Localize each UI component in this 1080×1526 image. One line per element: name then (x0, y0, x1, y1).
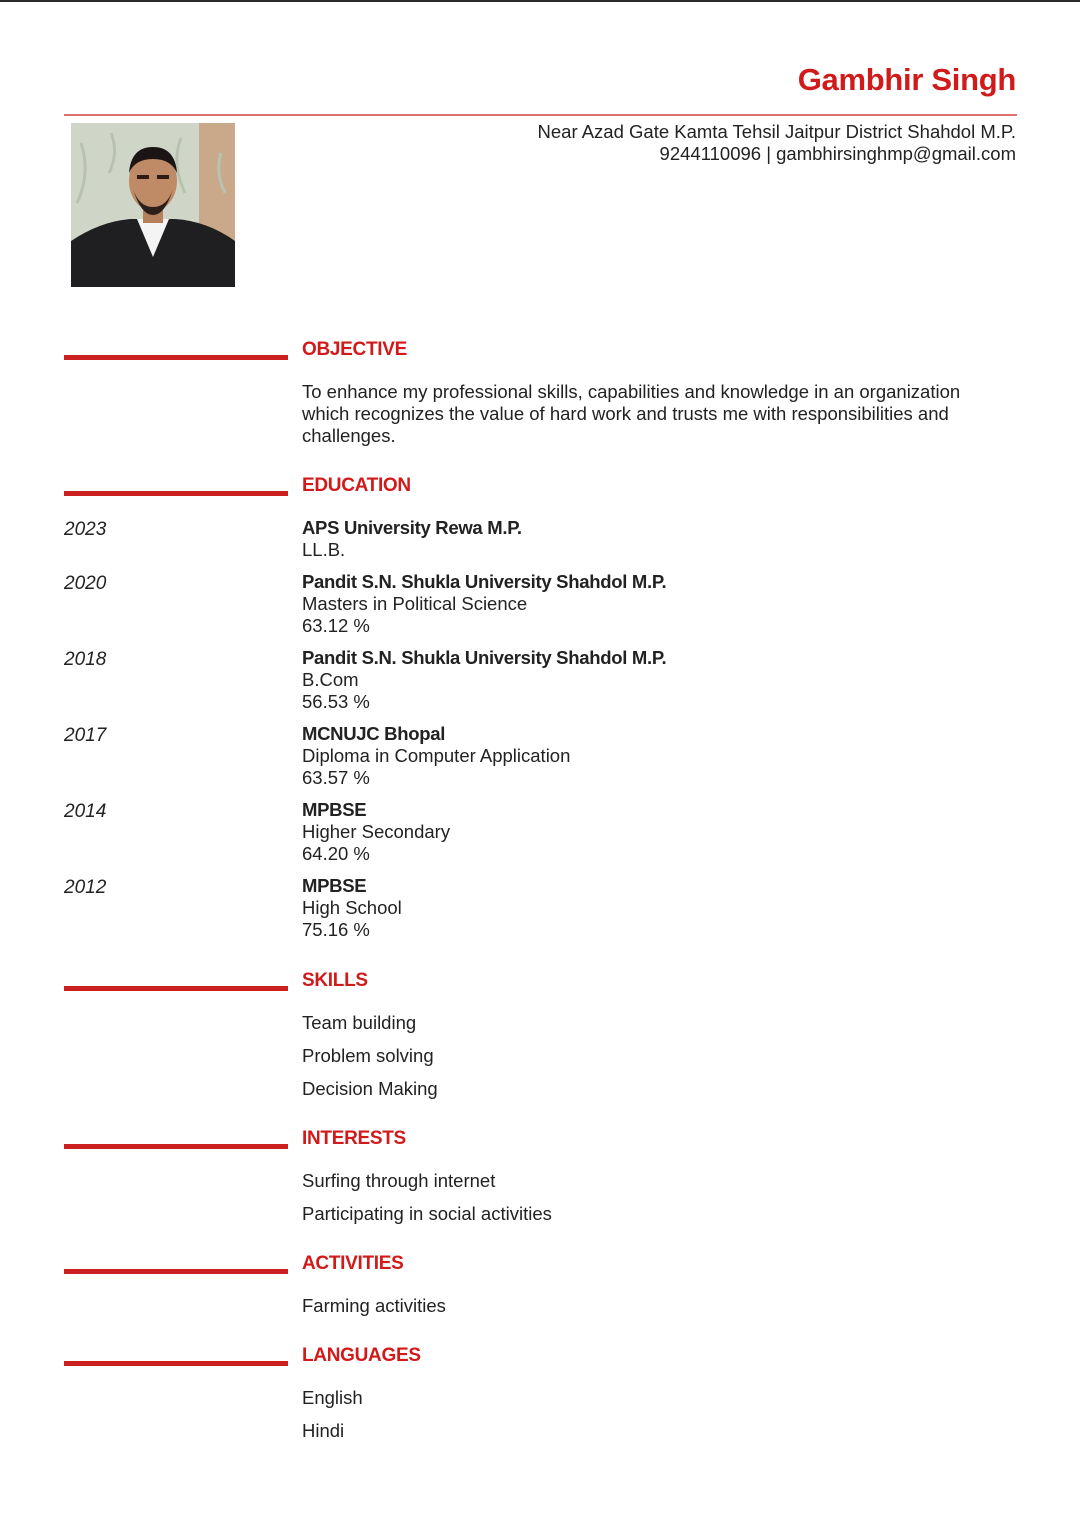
education-year: 2012 (64, 877, 107, 898)
skills-rule (64, 986, 288, 991)
education-entry (302, 571, 666, 637)
activities-list (302, 1295, 446, 1328)
education-entry (302, 875, 402, 941)
activity-item: Farming activities (302, 1295, 446, 1316)
objective-rule (64, 355, 288, 360)
education-school: MPBSE (302, 875, 367, 896)
skills-list (302, 1012, 438, 1111)
education-entry (302, 723, 570, 789)
education-school: APS University Rewa M.P. (302, 517, 522, 538)
education-degree: LL.B. (302, 539, 346, 560)
education-year: 2023 (64, 519, 107, 540)
skill-item: Decision Making (302, 1078, 438, 1099)
interest-item: Participating in social activities (302, 1203, 552, 1224)
interests-list (302, 1170, 552, 1236)
education-school: MCNUJC Bhopal (302, 723, 446, 744)
education-entry (302, 647, 666, 713)
education-degree: B.Com (302, 669, 359, 690)
education-year: 2018 (64, 649, 107, 670)
objective-title: OBJECTIVE (302, 339, 407, 360)
profile-photo-image (71, 123, 235, 287)
education-entry (302, 799, 450, 865)
profile-photo (71, 123, 235, 287)
skill-item: Problem solving (302, 1045, 434, 1066)
education-score: 63.57 % (302, 767, 370, 788)
education-score: 56.53 % (302, 691, 370, 712)
objective-text: To enhance my professional skills, capabilities and knowledge in an organization which recognizes the value of hard work and trusts me with responsibilities and challenges. (302, 381, 961, 446)
header-divider (64, 114, 1017, 116)
education-score: 75.16 % (302, 919, 370, 940)
education-degree: Higher Secondary (302, 821, 451, 842)
interests-title: INTERESTS (302, 1128, 406, 1149)
education-school: Pandit S.N. Shukla University Shahdol M.P. (302, 647, 667, 668)
languages-title: LANGUAGES (302, 1345, 421, 1366)
skills-title: SKILLS (302, 970, 368, 991)
contact-info (538, 121, 1017, 165)
language-item: Hindi (302, 1420, 345, 1441)
education-degree: Diploma in Computer Application (302, 745, 571, 766)
education-score: 63.12 % (302, 615, 370, 636)
education-year: 2014 (64, 801, 107, 822)
education-score: 64.20 % (302, 843, 370, 864)
activities-rule (64, 1269, 288, 1274)
languages-list (302, 1387, 363, 1453)
interests-rule (64, 1144, 288, 1149)
phone-email: 9244110096 | gambhirsinghmp@gmail.com (659, 143, 1016, 164)
education-year: 2017 (64, 725, 107, 746)
education-school: MPBSE (302, 799, 367, 820)
education-degree: Masters in Political Science (302, 593, 528, 614)
activities-title: ACTIVITIES (302, 1253, 404, 1274)
language-item: English (302, 1387, 363, 1408)
address: Near Azad Gate Kamta Tehsil Jaitpur District Shahdol M.P. (537, 121, 1016, 142)
candidate-name: Gambhir Singh (797, 62, 1016, 97)
languages-rule (64, 1361, 288, 1366)
education-rule (64, 491, 288, 496)
skill-item: Team building (302, 1012, 417, 1033)
education-title: EDUCATION (302, 475, 411, 496)
interest-item: Surfing through internet (302, 1170, 496, 1191)
top-border (0, 0, 1080, 2)
education-entry (302, 517, 522, 561)
education-degree: High School (302, 897, 402, 918)
education-school: Pandit S.N. Shukla University Shahdol M.P. (302, 571, 667, 592)
education-year: 2020 (64, 573, 107, 594)
